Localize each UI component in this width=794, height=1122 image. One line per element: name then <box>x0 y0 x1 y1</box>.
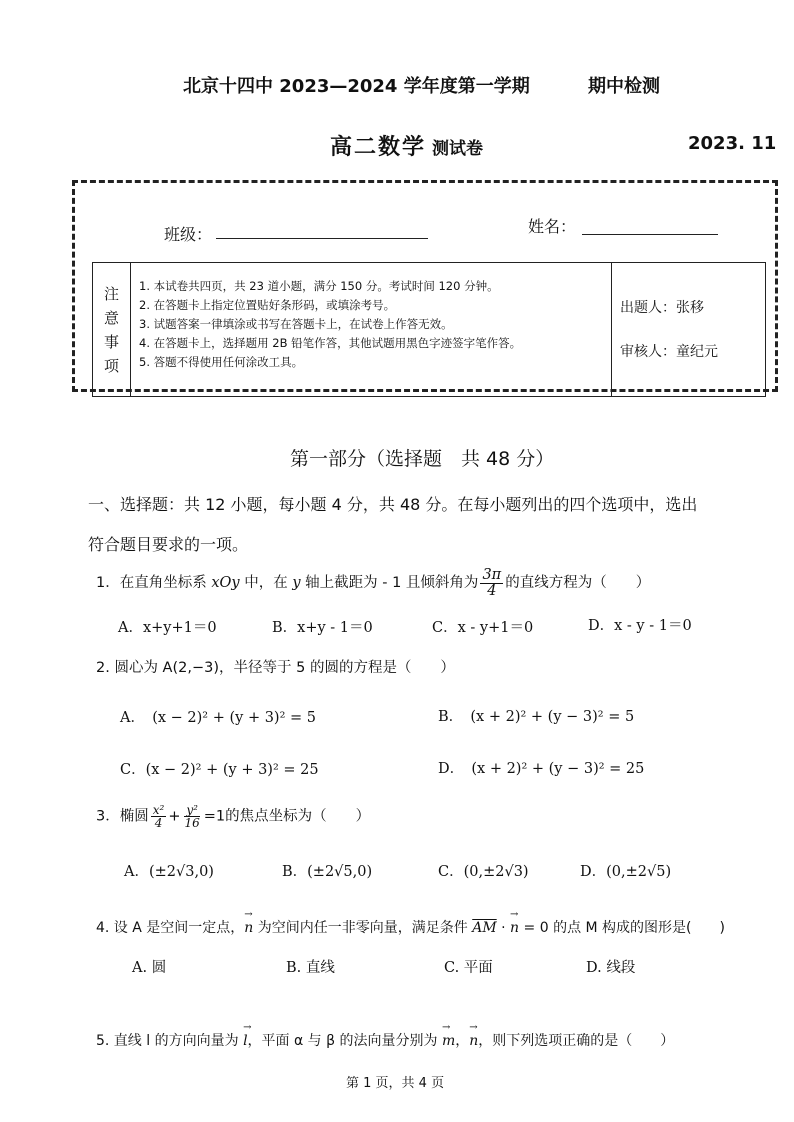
q3-option-d: D．(0,±2√5) <box>580 864 672 880</box>
q3-plus: + <box>168 808 181 825</box>
q3-fraction-y <box>182 804 201 829</box>
notice-item: 5. 答题不得使用任何涂改工具。 <box>139 355 304 369</box>
notice-list <box>139 277 609 372</box>
section-instruction-line1: 一、选择题：共 12 小题，每小题 4 分，共 48 分。在每小题列出的四个选项中，选出 <box>88 495 698 514</box>
subject-name: 高二数学 <box>330 134 427 160</box>
question-3 <box>96 804 370 829</box>
class-field[interactable] <box>216 238 428 239</box>
q4-text-c: · <box>496 920 511 936</box>
question-4 <box>96 917 725 937</box>
q1-option-d: D．x - y - 1＝0 <box>588 618 692 634</box>
subject-title <box>330 130 483 161</box>
exam-type: 期中检测 <box>588 76 660 97</box>
q4-option-a: A. 圆 <box>132 960 167 976</box>
q3-option-c: C．(0,±2√3) <box>438 864 529 880</box>
q3-fraction-x <box>151 804 167 829</box>
q2-option-c: C．(x − 2)² + (y + 3)² = 25 <box>120 762 319 778</box>
q5-text-a: 5. 直线 l 的方向向量为 <box>96 1033 244 1049</box>
exam-staff <box>611 263 767 396</box>
name-label: 姓名： <box>528 217 577 236</box>
q3-f1-num: x² <box>152 803 165 817</box>
q1-option-c: C．x - y+1＝0 <box>432 620 534 636</box>
notice-item: 4. 在答题卡上，选择题用 2B 铅笔作答，其他试题用黑色字迹签字笔作答。 <box>139 336 522 350</box>
q1-var-y: y <box>292 575 301 591</box>
notice-title-char: 注 <box>103 284 119 303</box>
q1-text-a: 1．在直角坐标系 <box>96 575 212 591</box>
question-2: 2. 圆心为 A(2,−3)，半径等于 5 的圆的方程是（ ） <box>96 660 455 676</box>
q1-text-c: 轴上截距为 - 1 且倾斜角为 <box>300 575 479 591</box>
q1-fraction <box>480 568 503 598</box>
q4-option-b: B. 直线 <box>286 960 335 976</box>
q1-text-b: 中，在 <box>239 575 293 591</box>
q5-vector-n: → n <box>469 1033 478 1049</box>
q5-text-c: ， <box>455 1033 470 1049</box>
q3-f2-den: 16 <box>184 816 200 830</box>
q4-vector-n2: → n <box>510 920 519 936</box>
notice-item: 3. 试题答案一律填涂或书写在答题卡上，在试卷上作答无效。 <box>139 317 453 331</box>
name-field[interactable] <box>582 234 718 235</box>
q1-frac-den: 4 <box>487 582 497 599</box>
q2-option-a: A． (x − 2)² + (y + 3)² = 5 <box>120 710 316 726</box>
q4-vector-am: $\overline{AM}$ <box>472 920 497 936</box>
notice-item: 2. 在答题卡上指定位置贴好条形码，或填涂考号。 <box>139 298 396 312</box>
q3-option-b: B．(±2√5,0) <box>282 864 373 880</box>
q4-text-d: = 0 的点 M 构成的图形是( ) <box>519 920 725 936</box>
question-1 <box>96 568 650 598</box>
q3-f1-den: 4 <box>154 816 163 830</box>
section-title: 第一部分（选择题 共 48 分） <box>290 448 555 470</box>
q5-vector-l: → l <box>243 1033 247 1049</box>
q1-frac-num: 3π <box>482 567 502 583</box>
q1-option-b: B．x+y - 1＝0 <box>272 620 373 636</box>
notice-title-char: 项 <box>103 356 119 375</box>
page-footer: 第 1 页，共 4 页 <box>346 1076 445 1091</box>
school-term-line: 北京十四中 2023—2024 学年度第一学期 <box>183 76 530 97</box>
class-label: 班级： <box>164 225 213 244</box>
question-5 <box>96 1030 674 1050</box>
q5-text-d: ，则下列选项正确的是（ ） <box>478 1033 675 1049</box>
q3-f2-num: y² <box>186 803 198 817</box>
q4-option-c: C. 平面 <box>444 960 493 976</box>
q3-option-a: A．(±2√3,0) <box>124 864 214 880</box>
author-label: 出题人：张移 <box>620 300 704 316</box>
notice-title <box>93 263 131 396</box>
exam-date: 2023. 11 <box>688 133 777 154</box>
q5-text-b: ，平面 α 与 β 的法向量分别为 <box>247 1033 442 1049</box>
q4-text-b: 为空间内任一非零向量，满足条件 <box>253 920 473 936</box>
q3-text-a: 3．椭圆 <box>96 808 149 825</box>
reviewer-label: 审核人：童纪元 <box>620 344 718 360</box>
q4-vector-n: → n <box>244 920 253 936</box>
notice-item: 1. 本试卷共四页，共 23 道小题，满分 150 分。考试时间 120 分钟。 <box>139 279 499 293</box>
q4-text-a: 4. 设 A 是空间一定点， <box>96 920 245 936</box>
q1-text-d: 的直线方程为（ ） <box>505 575 651 591</box>
q3-text-b: =1的焦点坐标为（ ） <box>203 808 371 825</box>
notice-title-char: 意 <box>103 308 119 327</box>
q2-option-b: B． (x + 2)² + (y − 3)² = 5 <box>438 709 635 725</box>
subject-suffix: 测试卷 <box>432 139 484 159</box>
q2-option-d: D． (x + 2)² + (y − 3)² = 25 <box>438 761 645 777</box>
q1-option-a: A．x+y+1＝0 <box>118 620 217 636</box>
notice-table <box>92 262 766 397</box>
q5-vector-m: → m <box>442 1033 455 1049</box>
notice-title-char: 事 <box>103 332 119 351</box>
section-instruction-line2: 符合题目要求的一项。 <box>88 535 249 554</box>
q4-option-d: D. 线段 <box>586 960 636 976</box>
q1-var-xoy: xOy <box>211 575 240 591</box>
